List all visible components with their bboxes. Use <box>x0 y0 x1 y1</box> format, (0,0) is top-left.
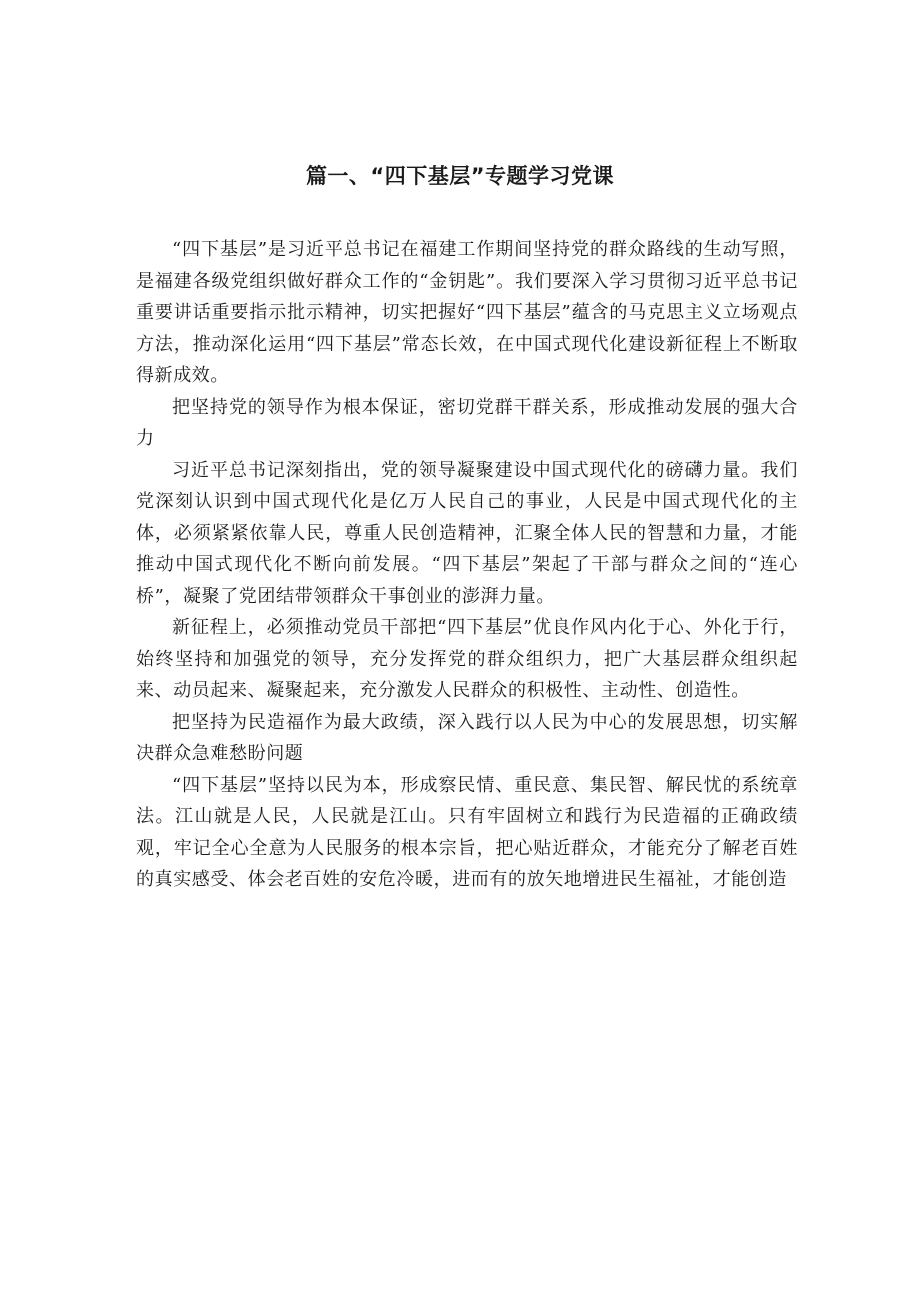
paragraph: 新征程上，必须推动党员干部把“四下基层”优良作风内化于心、外化于行，始终坚持和加强党的领导，充分发挥党的群众组织力，把广大基层群众组织起来、动员起来、凝聚起来，充分激发人民群众的积极性、主动性、创造性。 <box>136 617 798 701</box>
paragraph: “四下基层”是习近平总书记在福建工作期间坚持党的群众路线的生动写照，是福建各级党组织做好群众工作的“金钥匙”。我们要深入学习贯彻习近平总书记重要讲话重要指示批示精神，切实把握好“四下基层”蕴含的马克思主义立场观点方法，推动深化运用“四下基层”常态长效，在中国式现代化建设新征程上不断取得新成效。 <box>136 239 798 386</box>
paragraph: “四下基层”坚持以民为本，形成察民情、重民意、集民智、解民忧的系统章法。江山就是人民，人民就是江山。只有牢固树立和践行为民造福的正确政绩观，牢记全心全意为人民服务的根本宗旨，把心贴近群众，才能充分了解老百姓的真实感受、体会老百姓的安危冷暖，进而有的放矢地增进民生福祉，才能创造 <box>136 774 798 890</box>
document-title: 篇一、“四下基层”专题学习党课 <box>305 164 615 188</box>
paragraph: 习近平总书记深刻指出，党的领导凝聚建设中国式现代化的磅礴力量。我们党深刻认识到中国式现代化是亿万人民自己的事业，人民是中国式现代化的主体，必须紧紧依靠人民，尊重人民创造精神，汇聚全体人民的智慧和力量，才能推动中国式现代化不断向前发展。“四下基层”架起了干部与群众之间的“连心桥”，凝聚了党团结带领群众干事创业的澎湃力量。 <box>136 459 798 607</box>
section-heading: 把坚持党的领导作为根本保证，密切党群干群关系，形成推动发展的强大合力 <box>136 396 798 449</box>
document-body <box>136 234 798 896</box>
section-heading: 把坚持为民造福作为最大政绩，深入践行以人民为中心的发展思想，切实解决群众急难愁盼问题 <box>136 711 798 764</box>
